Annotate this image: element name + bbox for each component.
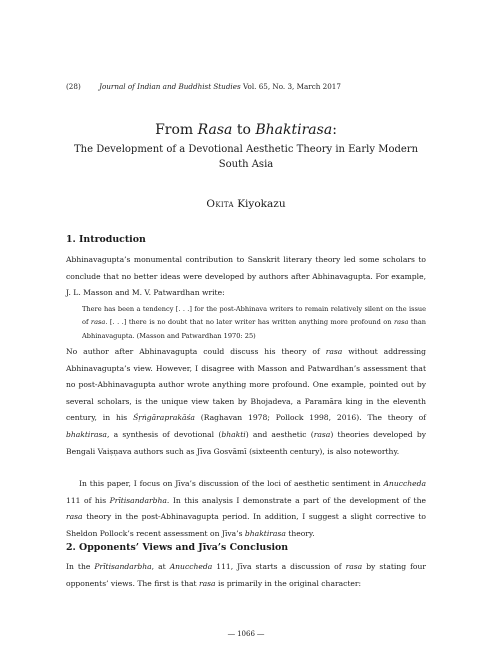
page-footer: ― 1066 ― bbox=[227, 630, 265, 638]
author bbox=[66, 198, 426, 210]
section2-paragraph-1: In the Prītisandarbha, at Anuccheda 111, Jīva starts a discussion of rasa by stating four opponents’ views. The first is that rasa is primarily in the original character: bbox=[66, 562, 427, 588]
author-given-name: Kiyokazu bbox=[237, 198, 286, 210]
page-number: (28) bbox=[66, 82, 81, 91]
journal-issue: Vol. 65, No. 3, March 2017 bbox=[242, 82, 341, 91]
intro-paragraph-3: In this paper, I focus on Jīva’s discussion of the loci of aesthetic sentiment in Anuccheda 111 of his Prītisandarbha. In this analysis I demonstrate a part of the development of the rasa theory in the post-Abhinavagupta period. In addition, I suggest a slight corrective to Sheldon Pollock’s recent assessment on Jīva’s bhaktirasa theory. bbox=[66, 479, 426, 538]
section-heading-introduction: 1. Introduction bbox=[66, 234, 146, 245]
paper-title: From Rasa to Bhaktirasa: bbox=[155, 122, 337, 138]
section-heading-opponents: 2. Opponents’ Views and Jīva’s Conclusion bbox=[66, 542, 289, 553]
title-bhaktirasa: Bhaktirasa bbox=[255, 122, 333, 138]
author-family-name: Okita bbox=[206, 198, 234, 210]
block-quote: There has been a tendency [. . .] for the post-Abhinava writers to remain relatively silent on the issue of rasa. [. . .] there is no doubt that no later writer has written anything more profound on rasa than Abhinavagupta. (Masson and Patwardhan 1970: 25) bbox=[82, 305, 426, 340]
intro-paragraph-1: Abhinavagupta’s monumental contribution to Sanskrit literary theory led some scholars to conclude that no better ideas were developed by authors after Abhinavagupta. For example, J. L. Masson and M. V. Patwardhan write: bbox=[66, 255, 426, 298]
running-header bbox=[66, 82, 426, 91]
intro-paragraph-2: No author after Abhinavagupta could discuss his theory of rasa without addressing Abhinavagupta’s view. However, I disagree with Masson and Patwardhan’s assessment that no post-Abhinavagupta author wrote anything more profound. One example, pointed out by several scholars, is the unique view taken by Bhojadeva, a Paramāra king in the eleventh century, in his Śṛṅgāraprakāśa (Raghavan 1978; Pollock 1998, 2016). The theory of bhaktirasa, a synthesis of devotional (bhakti) and aesthetic (rasa) theories developed by Bengali Vaiṣṇava authors such as Jīva Gosvāmī (sixteenth century), is also noteworthy. bbox=[66, 347, 427, 456]
title-block bbox=[66, 120, 426, 172]
journal-name: Journal of Indian and Buddhist Studies bbox=[99, 82, 241, 91]
title-rasa: Rasa bbox=[197, 122, 233, 138]
paper-subtitle: The Development of a Devotional Aesthetic Theory in Early Modern South Asia bbox=[73, 144, 419, 170]
